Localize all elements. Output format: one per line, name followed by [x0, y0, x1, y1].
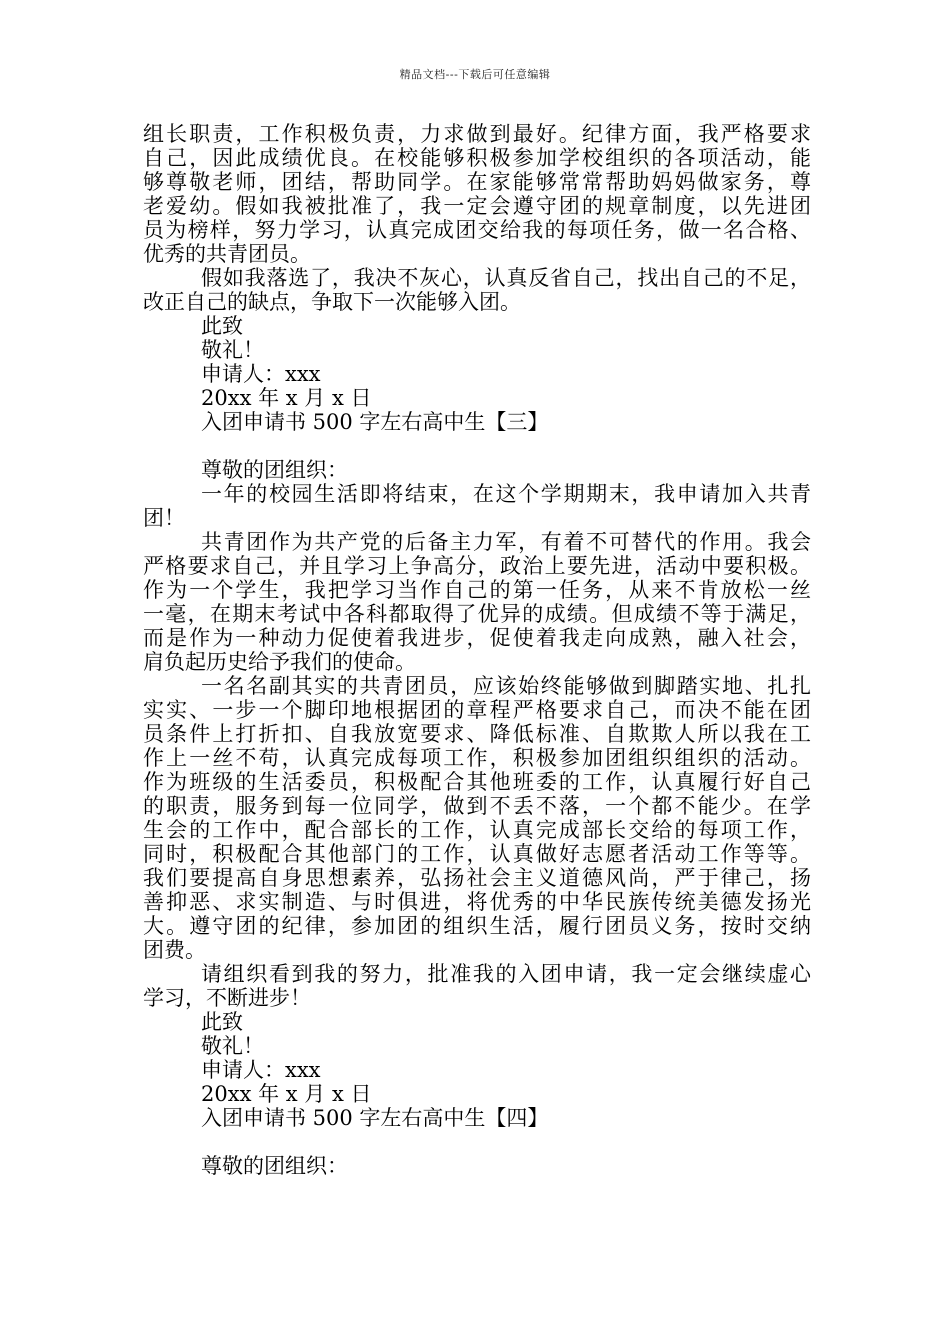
text-line: 申请人：xxx: [201, 1058, 321, 1082]
text-line: 同时，积极配合其他部门的工作，认真做好志愿者活动工作等等。: [143, 842, 811, 866]
text-line: 员为榜样，努力学习，认真完成团交给我的每项任务，做一名合格、: [143, 218, 811, 242]
text-line: 组长职责，工作积极负责，力求做到最好。纪律方面，我严格要求: [143, 122, 811, 146]
text-line: 请组织看到我的努力，批准我的入团申请，我一定会继续虚心: [201, 962, 811, 986]
page-header: 精品文档---下载后可任意编辑: [399, 68, 551, 81]
text-line: 肩负起历史给予我们的使命。: [143, 650, 416, 674]
text-line: 我们要提高自身思想素养，弘扬社会主义道德风尚，严于律己，扬: [143, 866, 811, 890]
text-line: 优秀的共青团员。: [143, 242, 311, 266]
text-line: 严格要求自己，并且学习上争高分，政治上要先进，活动中要积极。: [143, 554, 811, 578]
text-line: 入团申请书 500 字左右高中生【三】: [201, 410, 549, 434]
text-line: 尊敬的团组织：: [201, 1154, 348, 1178]
blank-line: [143, 434, 811, 458]
text-line: 20xx 年 x 月 x 日: [201, 1082, 372, 1106]
text-line: 老爱幼。假如我被批准了，我一定会遵守团的规章制度，以先进团: [143, 194, 811, 218]
text-line: 此致: [201, 1010, 243, 1034]
text-line: 生会的工作中，配合部长的工作，认真完成部长交给的每项工作，: [143, 818, 811, 842]
text-line: 共青团作为共产党的后备主力军，有着不可替代的作用。我会: [201, 530, 811, 554]
text-line: 20xx 年 x 月 x 日: [201, 386, 372, 410]
text-line: 尊敬的团组织：: [201, 458, 348, 482]
text-line: 善抑恶、求实制造、与时俱进，将优秀的中华民族传统美德发扬光: [143, 890, 811, 914]
text-line: 团！: [143, 506, 185, 530]
text-line: 作为一个学生，我把学习当作自己的第一任务，从来不肯放松一丝: [143, 578, 811, 602]
text-line: 一名名副其实的共青团员，应该始终能够做到脚踏实地、扎扎: [201, 674, 811, 698]
text-line: 改正自己的缺点，争取下一次能够入团。: [143, 290, 521, 314]
text-line: 申请人：xxx: [201, 362, 321, 386]
text-line: 敬礼！: [201, 338, 264, 362]
text-line: 员条件上打折扣、自我放宽要求、降低标准、自欺欺人所以我在工: [143, 722, 811, 746]
text-line: 假如我落选了，我决不灰心，认真反省自己，找出自己的不足，: [201, 266, 811, 290]
text-line: 敬礼！: [201, 1034, 264, 1058]
text-line: 而是作为一种动力促使着我进步，促使着我走向成熟，融入社会，: [143, 626, 811, 650]
text-line: 此致: [201, 314, 243, 338]
text-line: 实实、一步一个脚印地根据团的章程严格要求自己，而决不能在团: [143, 698, 811, 722]
text-line: 作上一丝不苟，认真完成每项工作，积极参加团组织组织的活动。: [143, 746, 811, 770]
text-line: 自己，因此成绩优良。在校能够积极参加学校组织的各项活动，能: [143, 146, 811, 170]
text-line: 学习，不断进步！: [143, 986, 311, 1010]
text-line: 作为班级的生活委员，积极配合其他班委的工作，认真履行好自己: [143, 770, 811, 794]
blank-line: [143, 1130, 811, 1154]
text-line: 一毫，在期末考试中各科都取得了优异的成绩。但成绩不等于满足，: [143, 602, 811, 626]
text-line: 大。遵守团的纪律，参加团的组织生活，履行团员义务，按时交纳: [143, 914, 811, 938]
text-line: 够尊敬老师，团结，帮助同学。在家能够常常帮助妈妈做家务，尊: [143, 170, 811, 194]
document-body: [143, 122, 811, 1178]
text-line: 团费。: [143, 938, 206, 962]
text-line: 一年的校园生活即将结束，在这个学期期末，我申请加入共青: [201, 482, 811, 506]
text-line: 的职责，服务到每一位同学，做到不丢不落，一个都不能少。在学: [143, 794, 811, 818]
text-line: 入团申请书 500 字左右高中生【四】: [201, 1106, 549, 1130]
